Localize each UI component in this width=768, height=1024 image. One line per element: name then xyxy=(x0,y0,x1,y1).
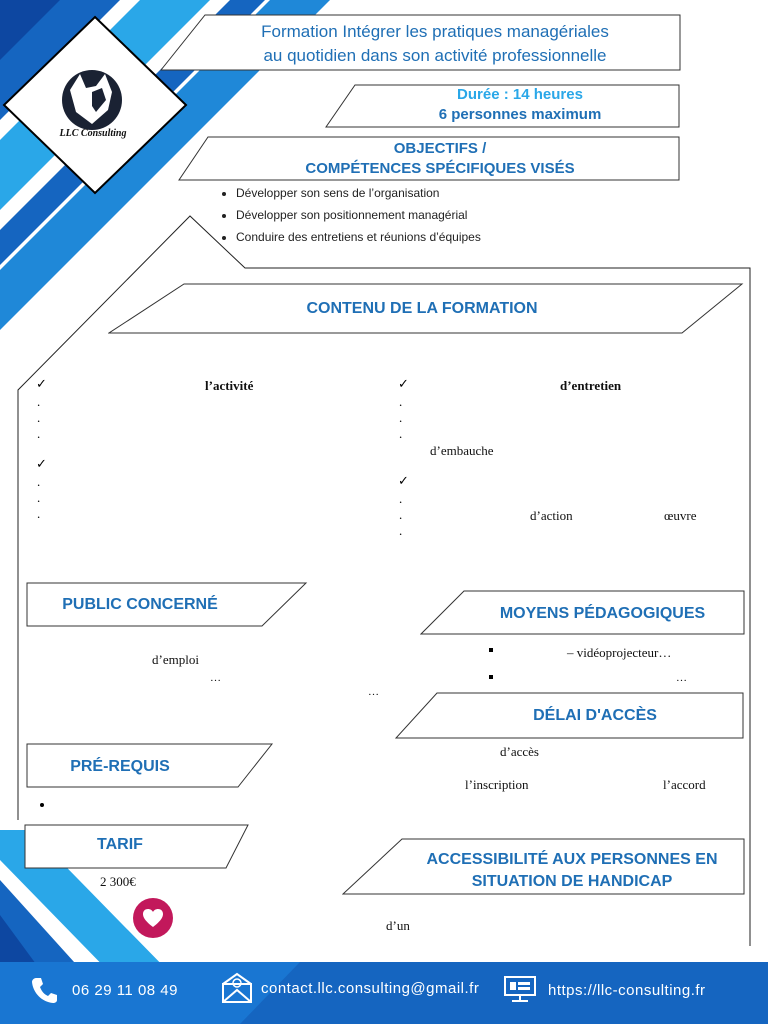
bullet-dot: . xyxy=(37,506,41,521)
moyens-item: – vidéoprojecteur… xyxy=(567,645,672,660)
objective-item: • Développer son positionnement managérial xyxy=(236,208,481,222)
phone-icon xyxy=(30,975,60,1005)
bullet-dot: . xyxy=(37,474,41,489)
bullet-dot: . xyxy=(37,394,41,409)
moyens-title: MOYENS PÉDAGOGIQUES xyxy=(499,605,706,622)
page-title-line-1: Formation Intégrer les pratiques managériales xyxy=(261,22,609,41)
bullet-dot: . xyxy=(399,491,403,506)
contenu-title: CONTENU DE LA FORMATION xyxy=(306,300,538,317)
footer-website[interactable]: https://llc-consulting.fr xyxy=(548,982,706,999)
page-title xyxy=(190,20,680,68)
delai-title: DÉLAI D'ACCÈS xyxy=(533,707,657,724)
right-column-text: d’action xyxy=(530,508,573,523)
logo-text: LLC Consulting xyxy=(59,128,127,139)
bullet-dot: . xyxy=(37,426,41,441)
website-icon xyxy=(503,975,537,1003)
bullet-dot: . xyxy=(399,507,403,522)
tarif-title: TARIF xyxy=(97,836,143,853)
public-text: … xyxy=(210,672,221,684)
moyens-item: … xyxy=(676,672,687,684)
public-text: d’emploi xyxy=(152,652,199,667)
prerequis-bullet xyxy=(40,803,44,807)
bullet-dot: . xyxy=(37,410,41,425)
moyens-bullet xyxy=(489,675,493,679)
check-icon: ✓ xyxy=(398,377,409,392)
page-title-line-2: au quotidien dans son activité professionnelle xyxy=(263,46,607,65)
accessibilite-title xyxy=(400,849,744,893)
public-title: PUBLIC CONCERNÉ xyxy=(62,596,218,613)
footer-phone[interactable]: 06 29 11 08 49 xyxy=(72,982,178,999)
delai-text: l’accord xyxy=(663,777,706,792)
left-column-heading: l’activité xyxy=(205,378,254,393)
bullet-dot: . xyxy=(399,523,403,538)
footer-email[interactable]: contact.llc.consulting@gmail.fr xyxy=(261,980,480,997)
accessibilite-text: d’un xyxy=(386,918,410,933)
public-text: … xyxy=(368,686,379,698)
right-column-heading: d’entretien xyxy=(560,378,622,393)
duration-text: Durée : 14 heures xyxy=(457,86,583,103)
check-icon: ✓ xyxy=(36,457,47,472)
check-icon: ✓ xyxy=(398,474,409,489)
objectives-title xyxy=(230,139,650,179)
email-icon xyxy=(220,972,254,1004)
moyens-bullet xyxy=(489,648,493,652)
objectives-title-line-1: OBJECTIFS / xyxy=(393,140,487,157)
objective-item: • Développer son sens de l’organisation xyxy=(236,186,481,200)
objectives-title-line-2: COMPÉTENCES SPÉCIFIQUES VISÉS xyxy=(305,160,575,177)
accessibilite-title-line-1: ACCESSIBILITÉ AUX PERSONNES EN xyxy=(426,851,718,868)
tarif-price: 2 300€ xyxy=(100,874,136,889)
objective-item: • Conduire des entretiens et réunions d’équipes xyxy=(236,230,481,244)
accessibilite-title-line-2: SITUATION DE HANDICAP xyxy=(471,873,673,890)
bullet-dot: . xyxy=(399,410,403,425)
bullet-dot: . xyxy=(399,426,403,441)
right-column-text: œuvre xyxy=(664,508,697,523)
right-column-text: d’embauche xyxy=(430,443,494,458)
bullet-dot: . xyxy=(37,490,41,505)
capacity-text: 6 personnes maximum xyxy=(438,106,602,123)
prerequis-title: PRÉ-REQUIS xyxy=(70,758,170,775)
check-icon: ✓ xyxy=(36,377,47,392)
bullet-dot: . xyxy=(399,394,403,409)
delai-text: l’inscription xyxy=(465,777,529,792)
heart-icon xyxy=(133,898,173,938)
delai-text: d’accès xyxy=(500,744,539,759)
